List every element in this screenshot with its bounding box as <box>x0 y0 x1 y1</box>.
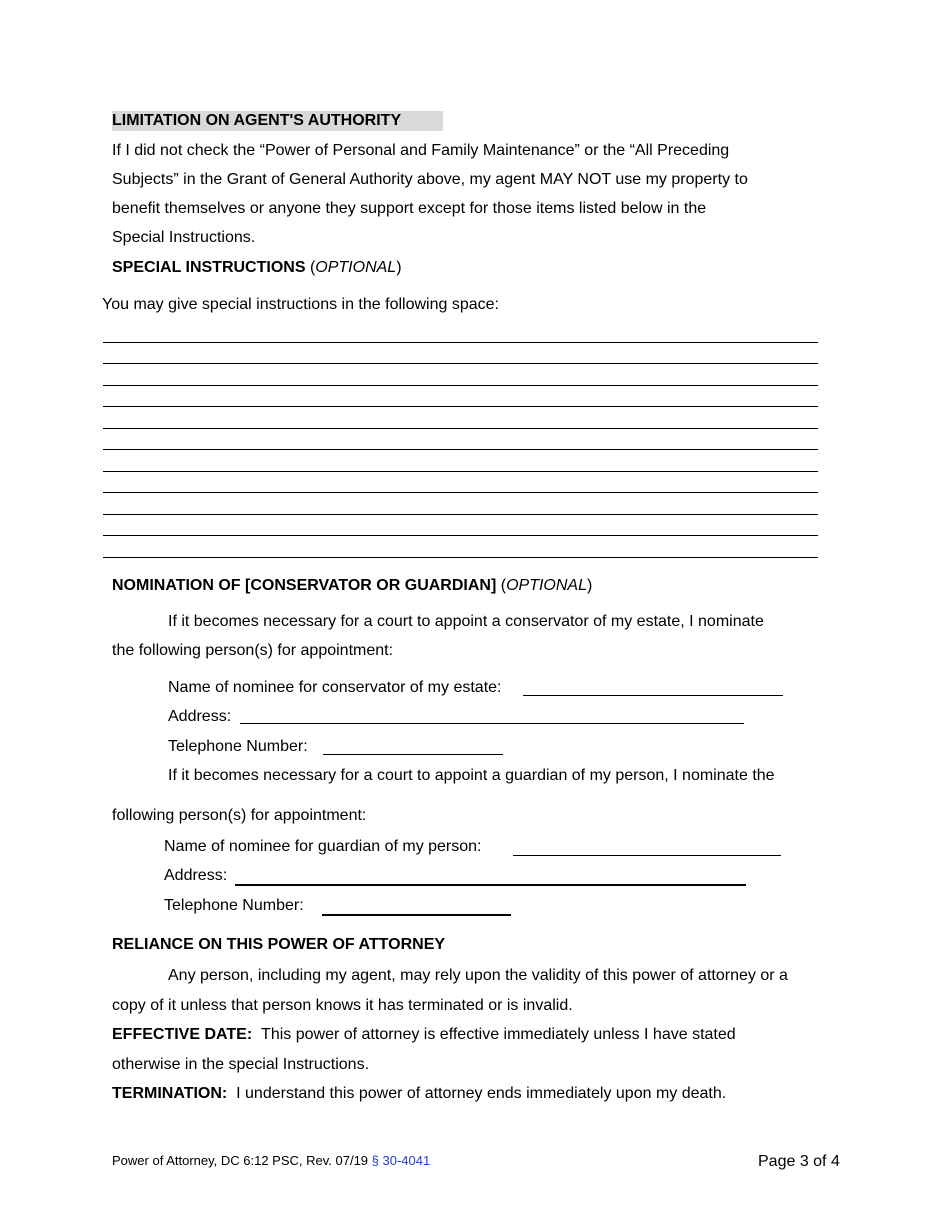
footer-form-text: Power of Attorney, DC 6:12 PSC, Rev. 07/19 <box>112 1153 372 1168</box>
reliance-heading: RELIANCE ON THIS POWER OF ATTORNEY <box>112 936 446 953</box>
instructions-blank-line[interactable] <box>103 492 818 493</box>
conservator-phone-label: Telephone Number: <box>168 738 308 755</box>
reliance-paragraph-line: copy of it unless that person knows it has terminated or is invalid. <box>112 997 573 1014</box>
conservator-name-field[interactable] <box>523 695 783 696</box>
conservator-address-label: Address: <box>168 708 232 725</box>
conservator-paragraph-line: If it becomes necessary for a court to appoint a conservator of my estate, I nominate <box>168 613 764 630</box>
conservator-phone-field[interactable] <box>323 754 503 755</box>
nomination-heading-text: NOMINATION OF [CONSERVATOR OR GUARDIAN] <box>112 577 497 594</box>
special-heading-text: SPECIAL INSTRUCTIONS <box>112 259 306 276</box>
special-instructions-prompt: You may give special instructions in the following space: <box>102 296 499 313</box>
paren-open: ( <box>496 577 507 594</box>
nomination-heading <box>112 576 592 596</box>
optional-label: OPTIONAL <box>506 577 587 594</box>
page-number: Page 3 of 4 <box>758 1153 840 1170</box>
instructions-blank-line[interactable] <box>103 363 818 364</box>
instructions-blank-line[interactable] <box>103 557 818 558</box>
termination-text: I understand this power of attorney ends immediately upon my death. <box>236 1085 727 1102</box>
instructions-blank-line[interactable] <box>103 471 818 472</box>
paren-close: ) <box>396 259 402 276</box>
termination-label: TERMINATION: <box>112 1085 228 1102</box>
instructions-blank-line[interactable] <box>103 342 818 343</box>
instructions-blank-line[interactable] <box>103 449 818 450</box>
conservator-name-label: Name of nominee for conservator of my estate: <box>168 679 502 696</box>
guardian-paragraph-line: following person(s) for appointment: <box>112 807 367 824</box>
limitation-text-line: If I did not check the “Power of Personal and Family Maintenance” or the “All Preceding <box>112 142 730 159</box>
instructions-blank-line[interactable] <box>103 406 818 407</box>
instructions-blank-line[interactable] <box>103 535 818 536</box>
guardian-phone-label: Telephone Number: <box>164 897 304 914</box>
limitation-text-line: Subjects” in the Grant of General Authority above, my agent MAY NOT use my property to <box>112 171 748 188</box>
effective-date-line <box>112 1025 736 1045</box>
guardian-address-label: Address: <box>164 867 228 884</box>
statute-link[interactable]: § 30-4041 <box>371 1153 431 1168</box>
instructions-blank-line[interactable] <box>103 514 818 515</box>
effective-date-line: otherwise in the special Instructions. <box>112 1056 370 1073</box>
paren-open: ( <box>305 259 316 276</box>
guardian-name-field[interactable] <box>513 855 781 856</box>
guardian-paragraph-line: If it becomes necessary for a court to appoint a guardian of my person, I nominate the <box>168 767 775 784</box>
limitation-text-line: Special Instructions. <box>112 229 256 246</box>
guardian-name-label: Name of nominee for guardian of my person: <box>164 838 482 855</box>
reliance-paragraph-line: Any person, including my agent, may rely upon the validity of this power of attorney or a <box>168 967 788 984</box>
special-instructions-heading <box>112 258 402 278</box>
limitation-heading: LIMITATION ON AGENT'S AUTHORITY <box>112 111 443 131</box>
guardian-phone-field[interactable] <box>322 914 511 916</box>
effective-date-label: EFFECTIVE DATE: <box>112 1026 253 1043</box>
instructions-blank-line[interactable] <box>103 428 818 429</box>
optional-label: OPTIONAL <box>315 259 397 276</box>
termination-line <box>112 1084 726 1104</box>
limitation-text-line: benefit themselves or anyone they support except for those items listed below in the <box>112 200 707 217</box>
paren-close: ) <box>586 577 593 594</box>
footer-form-id <box>112 1151 430 1171</box>
conservator-paragraph-line: the following person(s) for appointment: <box>112 642 394 659</box>
guardian-address-field[interactable] <box>235 884 746 886</box>
effective-date-text: This power of attorney is effective immediately unless I have stated <box>261 1026 736 1043</box>
instructions-blank-line[interactable] <box>103 385 818 386</box>
conservator-address-field[interactable] <box>240 723 744 724</box>
